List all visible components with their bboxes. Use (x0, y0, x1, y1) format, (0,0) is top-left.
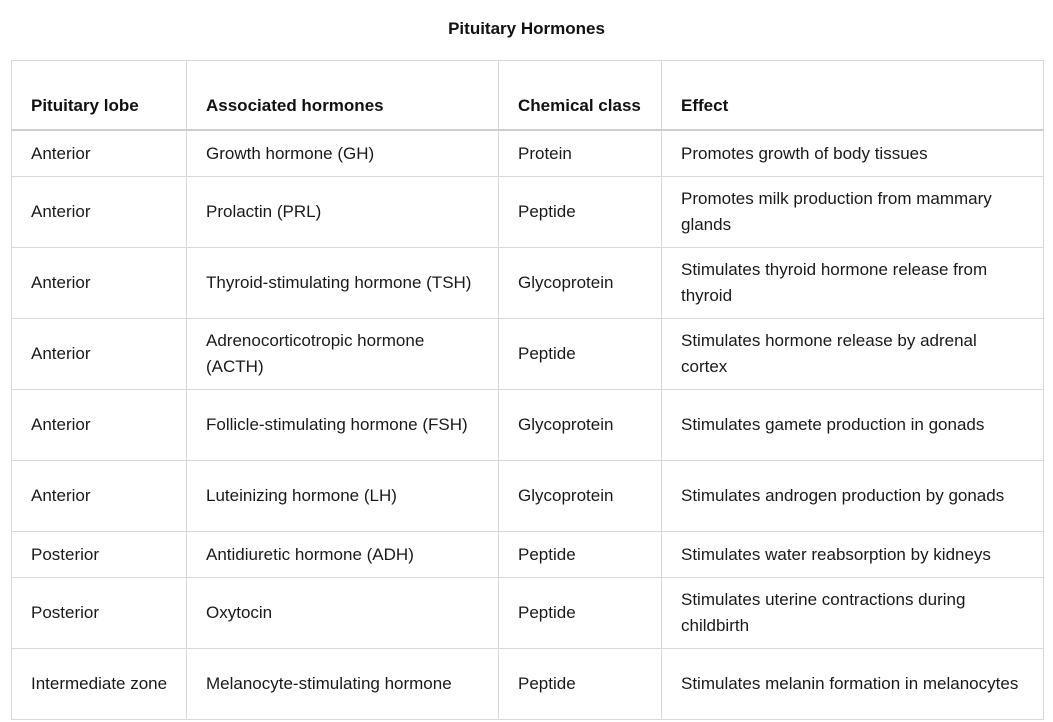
table-row (12, 177, 1044, 248)
cell-hormone: Antidiuretic hormone (ADH) (187, 532, 499, 578)
pituitary-hormones-table (11, 60, 1044, 720)
cell-hormone: Oxytocin (187, 578, 499, 649)
table-title: Pituitary Hormones (448, 19, 605, 38)
cell-lobe: Anterior (12, 248, 187, 319)
table-row (12, 130, 1044, 177)
cell-lobe: Anterior (12, 461, 187, 532)
cell-effect: Stimulates uterine contractions during childbirth (662, 578, 1044, 649)
cell-effect: Promotes milk production from mammary glands (662, 177, 1044, 248)
cell-chemical-class: Glycoprotein (499, 461, 662, 532)
table-row (12, 390, 1044, 461)
cell-effect: Stimulates androgen production by gonads (662, 461, 1044, 532)
cell-effect: Promotes growth of body tissues (662, 130, 1044, 177)
column-header-hormones: Associated hormones (187, 61, 499, 131)
cell-chemical-class: Peptide (499, 578, 662, 649)
cell-chemical-class: Peptide (499, 532, 662, 578)
cell-effect: Stimulates water reabsorption by kidneys (662, 532, 1044, 578)
cell-hormone: Melanocyte-stimulating hormone (187, 649, 499, 720)
cell-chemical-class: Protein (499, 130, 662, 177)
cell-effect: Stimulates hormone release by adrenal cortex (662, 319, 1044, 390)
cell-lobe: Anterior (12, 319, 187, 390)
table-row (12, 461, 1044, 532)
column-header-chemical-class: Chemical class (499, 61, 662, 131)
table-row (12, 578, 1044, 649)
cell-lobe: Anterior (12, 130, 187, 177)
cell-effect: Stimulates gamete production in gonads (662, 390, 1044, 461)
cell-lobe: Intermediate zone (12, 649, 187, 720)
cell-chemical-class: Peptide (499, 649, 662, 720)
cell-hormone: Adrenocorticotropic hormone (ACTH) (187, 319, 499, 390)
cell-hormone: Follicle-stimulating hormone (FSH) (187, 390, 499, 461)
cell-chemical-class: Glycoprotein (499, 248, 662, 319)
cell-chemical-class: Glycoprotein (499, 390, 662, 461)
column-header-lobe: Pituitary lobe (12, 61, 187, 131)
cell-lobe: Anterior (12, 390, 187, 461)
cell-chemical-class: Peptide (499, 177, 662, 248)
cell-effect: Stimulates melanin formation in melanocytes (662, 649, 1044, 720)
cell-lobe: Posterior (12, 532, 187, 578)
cell-chemical-class: Peptide (499, 319, 662, 390)
cell-hormone: Prolactin (PRL) (187, 177, 499, 248)
cell-lobe: Anterior (12, 177, 187, 248)
cell-hormone: Growth hormone (GH) (187, 130, 499, 177)
column-header-effect: Effect (662, 61, 1044, 131)
cell-hormone: Thyroid-stimulating hormone (TSH) (187, 248, 499, 319)
header-row (12, 61, 1044, 131)
table-row (12, 248, 1044, 319)
cell-hormone: Luteinizing hormone (LH) (187, 461, 499, 532)
table-row (12, 319, 1044, 390)
cell-lobe: Posterior (12, 578, 187, 649)
table-row (12, 649, 1044, 720)
table-row (12, 532, 1044, 578)
cell-effect: Stimulates thyroid hormone release from thyroid (662, 248, 1044, 319)
